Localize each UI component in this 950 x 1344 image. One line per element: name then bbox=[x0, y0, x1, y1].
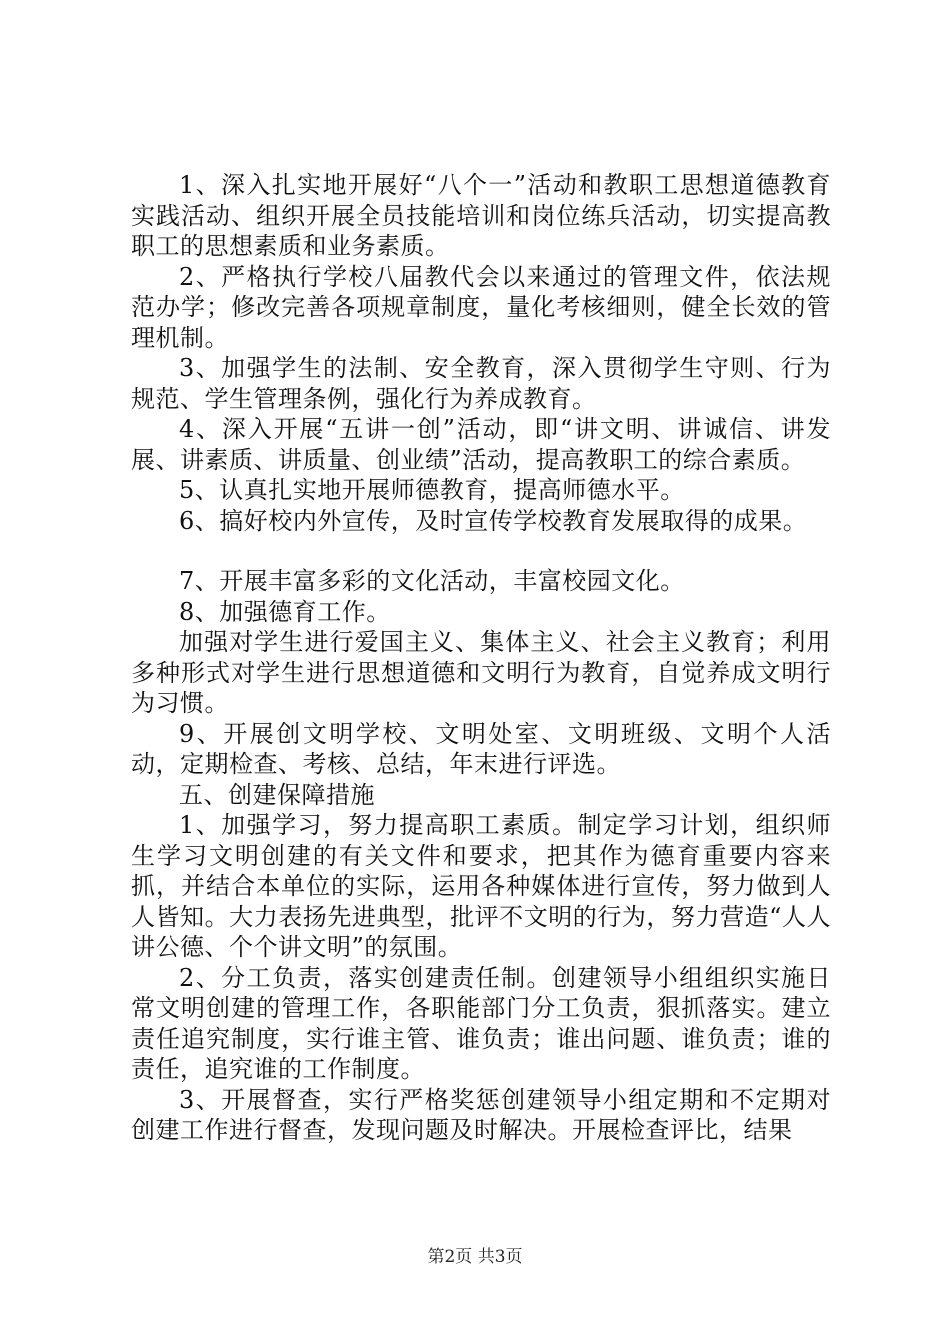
paragraph-item-4: 4、深入开展“五讲一创”活动，即“讲文明、讲诚信、讲发展、讲素质、讲质量、创业绩”活动，提高教职工的综合素质。 bbox=[131, 415, 831, 474]
paragraph-measure-2: 2、分工负责，落实创建责任制。创建领导小组组织实施日常文明创建的管理工作，各职能部门分工负责，狠抓落实。建立责任追究制度，实行谁主管、谁负责；谁出问题、谁负责；谁的责任，追究谁的工作制度。 bbox=[131, 963, 831, 1083]
paragraph-item-1: 1、深入扎实地开展好“八个一”活动和教职工思想道德教育实践活动、组织开展全员技能培训和岗位练兵活动，切实提高教职工的思想素质和业务素质。 bbox=[131, 171, 831, 260]
page-footer: 第2页 共3页 bbox=[427, 1247, 523, 1267]
document-body bbox=[131, 170, 831, 1146]
paragraph-item-5: 5、认真扎实地开展师德教育，提高师德水平。 bbox=[179, 476, 685, 504]
paragraph-item-6: 6、搞好校内外宣传，及时宣传学校教育发展取得的成果。 bbox=[179, 506, 808, 535]
paragraph-item-9: 9、开展创文明学校、文明处室、文明班级、文明个人活动，定期检查、考核、总结，年末进行评选。 bbox=[131, 719, 831, 778]
paragraph-moral-education: 加强对学生进行爱国主义、集体主义、社会主义教育；利用多种形式对学生进行思想道德和文明行为教育，自觉养成文明行为习惯。 bbox=[131, 628, 831, 717]
paragraph-item-7: 7、开展丰富多彩的文化活动，丰富校园文化。 bbox=[179, 567, 685, 595]
paragraph-measure-3: 3、开展督查，实行严格奖惩创建领导小组定期和不定期对创建工作进行督查，发现问题及时解决。开展检查评比，结果 bbox=[131, 1085, 831, 1144]
paragraph-item-8: 8、加强德育工作。 bbox=[179, 597, 391, 626]
paragraph-item-3: 3、加强学生的法制、安全教育，深入贯彻学生守则、行为规范、学生管理条例，强化行为养成教育。 bbox=[131, 354, 831, 413]
section-heading: 五、创建保障措施 bbox=[179, 780, 375, 809]
paragraph-measure-1: 1、加强学习，努力提高职工素质。制定学习计划，组织师生学习文明创建的有关文件和要求，把其作为德育重要内容来抓，并结合本单位的实际，运用各种媒体进行宣传，努力做到人人皆知。大力表扬先进典型，批评不文明的行为，努力营造“人人讲公德、个个讲文明”的氛围。 bbox=[131, 811, 831, 961]
paragraph-item-2: 2、严格执行学校八届教代会以来通过的管理文件，依法规范办学；修改完善各项规章制度，量化考核细则，健全长效的管理机制。 bbox=[131, 262, 831, 352]
